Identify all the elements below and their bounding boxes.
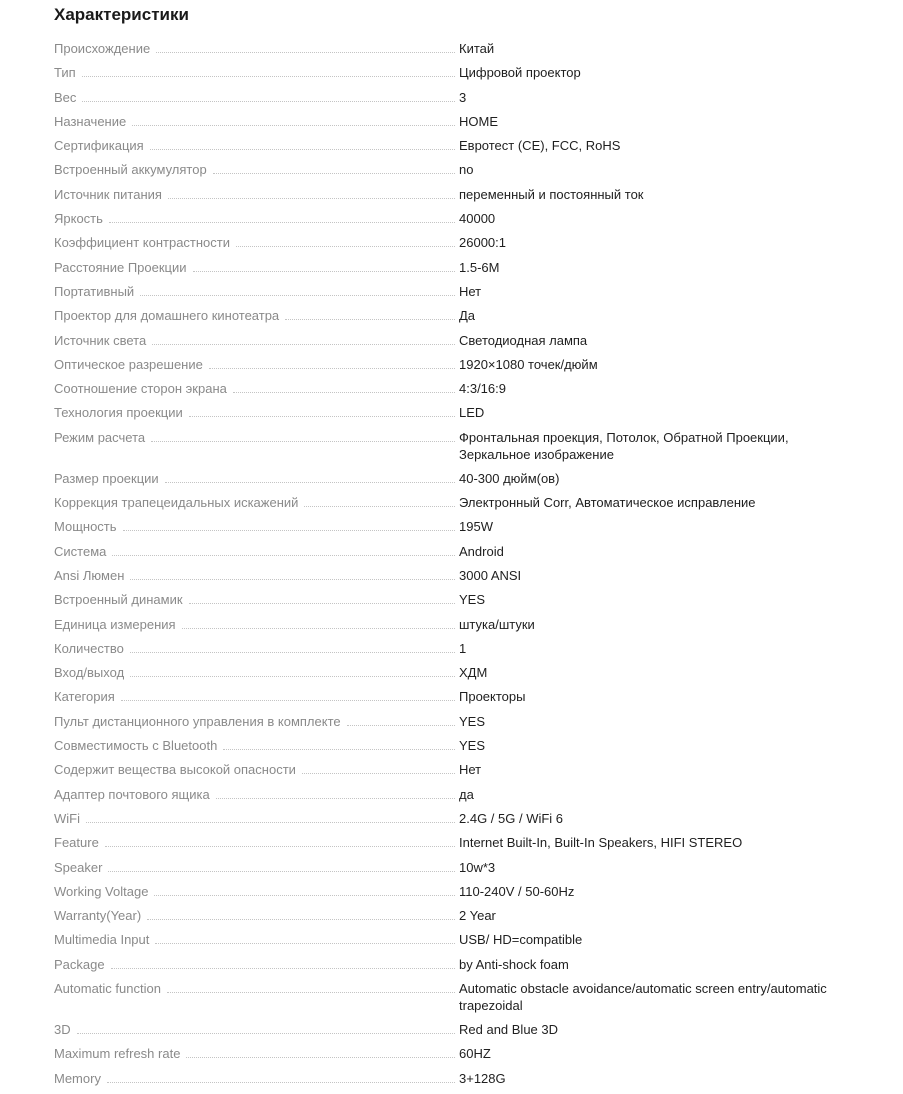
- spec-value: 110-240V / 50-60Hz: [459, 883, 575, 899]
- dotted-leader: [111, 956, 455, 969]
- dotted-leader: [130, 567, 455, 580]
- spec-value: штука/штуки: [459, 616, 535, 632]
- spec-row: [54, 907, 863, 931]
- dotted-leader: [302, 761, 455, 774]
- spec-row: [54, 40, 863, 64]
- spec-row: [54, 283, 863, 307]
- spec-value: переменный и постоянный ток: [459, 186, 644, 202]
- spec-row: [54, 616, 863, 640]
- spec-row: [54, 332, 863, 356]
- dotted-leader: [189, 591, 455, 604]
- spec-name: WiFi: [54, 810, 80, 826]
- spec-name: Automatic function: [54, 980, 161, 996]
- spec-row: [54, 664, 863, 688]
- spec-value: Проекторы: [459, 689, 526, 705]
- spec-value: Да: [459, 308, 476, 324]
- spec-name: Количество: [54, 640, 124, 656]
- dotted-leader: [347, 713, 455, 726]
- dotted-leader: [82, 89, 455, 102]
- spec-name: Назначение: [54, 113, 127, 129]
- spec-name: Яркость: [54, 211, 103, 227]
- spec-row: [54, 1045, 863, 1069]
- dotted-leader: [209, 356, 455, 369]
- dotted-leader: [109, 210, 455, 223]
- spec-name: Working Voltage: [54, 883, 149, 899]
- spec-value: 1: [459, 640, 467, 656]
- spec-name: Speaker: [54, 859, 103, 875]
- spec-row: [54, 259, 863, 283]
- spec-name: Размер проекции: [54, 470, 159, 486]
- spec-value: no: [459, 162, 474, 178]
- dotted-leader: [105, 834, 455, 847]
- spec-row: [54, 470, 863, 494]
- dotted-leader: [112, 543, 455, 556]
- spec-row: [54, 161, 863, 185]
- dotted-leader: [182, 616, 455, 629]
- spec-row: [54, 429, 863, 470]
- spec-value: Automatic obstacle avoidance/automatic screen entry/automatic trapezoidal: [459, 980, 827, 1013]
- spec-row: [54, 64, 863, 88]
- spec-row: [54, 494, 863, 518]
- spec-row: [54, 89, 863, 113]
- spec-name: Расстояние Проекции: [54, 259, 187, 275]
- spec-value: 3000 ANSI: [459, 567, 522, 583]
- spec-value: 3+128G: [459, 1070, 506, 1086]
- spec-value: 10w*3: [459, 859, 496, 875]
- spec-row: [54, 834, 863, 858]
- spec-row: [54, 380, 863, 404]
- spec-row: [54, 956, 863, 980]
- spec-row: [54, 1021, 863, 1045]
- spec-name: Источник света: [54, 332, 147, 348]
- spec-name: Сертификация: [54, 138, 144, 154]
- spec-name: Встроенный динамик: [54, 592, 183, 608]
- spec-value: Китай: [459, 41, 495, 56]
- spec-row: [54, 810, 863, 834]
- spec-row: [54, 1070, 863, 1094]
- spec-value: YES: [459, 592, 486, 608]
- spec-row: [54, 567, 863, 591]
- spec-name: Совместимость с Bluetooth: [54, 738, 218, 754]
- spec-name: Соотношение сторон экрана: [54, 381, 227, 397]
- dotted-leader: [189, 404, 455, 417]
- spec-name: Система: [54, 543, 107, 559]
- dotted-leader: [155, 931, 455, 944]
- dotted-leader: [147, 907, 455, 920]
- spec-name: Категория: [54, 689, 115, 705]
- spec-row: [54, 883, 863, 907]
- spec-row: [54, 931, 863, 955]
- dotted-leader: [123, 518, 455, 531]
- spec-value: Android: [459, 543, 504, 559]
- spec-name: Maximum refresh rate: [54, 1046, 181, 1062]
- spec-value: Red and Blue 3D: [459, 1021, 559, 1037]
- spec-value: YES: [459, 713, 486, 729]
- spec-value: 2 Year: [459, 908, 496, 924]
- dotted-leader: [82, 64, 455, 77]
- spec-row: [54, 786, 863, 810]
- dotted-leader: [150, 137, 455, 150]
- spec-name: Memory: [54, 1070, 101, 1086]
- spec-value: Евротест (CE), FCC, RoHS: [459, 138, 621, 154]
- spec-name: Коэффициент контрастности: [54, 235, 231, 251]
- spec-row: [54, 640, 863, 664]
- dotted-leader: [223, 737, 455, 750]
- dotted-leader: [77, 1021, 455, 1034]
- dotted-leader: [132, 113, 455, 126]
- spec-row: [54, 713, 863, 737]
- spec-name: Содержит вещества высокой опасности: [54, 762, 296, 778]
- spec-name: Коррекция трапецеидальных искажений: [54, 495, 299, 511]
- dotted-leader: [86, 810, 455, 823]
- dotted-leader: [156, 40, 455, 53]
- spec-row: [54, 356, 863, 380]
- spec-row: [54, 404, 863, 428]
- dotted-leader: [193, 259, 455, 272]
- spec-value: by Anti-shock foam: [459, 956, 569, 972]
- spec-name: Единица измерения: [54, 616, 176, 632]
- dotted-leader: [216, 786, 455, 799]
- spec-name: Вход/выход: [54, 665, 125, 681]
- dotted-leader: [121, 688, 455, 701]
- spec-name: Package: [54, 956, 105, 972]
- spec-row: [54, 980, 863, 1021]
- spec-value: 60HZ: [459, 1046, 491, 1062]
- spec-name: Оптическое разрешение: [54, 356, 203, 372]
- spec-value: 2.4G / 5G / WiFi 6: [459, 810, 564, 826]
- spec-row: [54, 543, 863, 567]
- spec-value: LED: [459, 405, 485, 421]
- spec-value: 1920×1080 точек/дюйм: [459, 356, 598, 372]
- spec-value: HOME: [459, 113, 498, 129]
- spec-row: [54, 859, 863, 883]
- spec-value: Цифровой проектор: [459, 65, 581, 81]
- spec-value: Нет: [459, 762, 482, 778]
- spec-row: [54, 234, 863, 258]
- spec-name: Режим расчета: [54, 429, 146, 445]
- dotted-leader: [236, 234, 455, 247]
- spec-value: Электронный Corr, Автоматическое исправление: [459, 495, 756, 511]
- spec-value: 40000: [459, 211, 496, 227]
- dotted-leader: [165, 470, 455, 483]
- spec-name: Multimedia Input: [54, 932, 150, 948]
- spec-list: [54, 40, 863, 1094]
- spec-value: да: [459, 786, 474, 802]
- dotted-leader: [130, 640, 455, 653]
- spec-row: [54, 307, 863, 331]
- dotted-leader: [168, 186, 455, 199]
- spec-value: 3: [459, 89, 467, 105]
- spec-name: Тип: [54, 65, 76, 81]
- dotted-leader: [213, 161, 455, 174]
- spec-value: Фронтальная проекция, Потолок, Обратной Проекции, Зеркальное изображение: [459, 429, 789, 462]
- spec-name: Происхождение: [54, 41, 151, 56]
- spec-name: Пульт дистанционного управления в комплекте: [54, 713, 341, 729]
- spec-name: Вес: [54, 89, 77, 105]
- spec-value: Светодиодная лампа: [459, 332, 588, 348]
- spec-row: [54, 186, 863, 210]
- spec-value: ХДМ: [459, 665, 488, 681]
- dotted-leader: [304, 494, 455, 507]
- spec-name: Ansi Люмен: [54, 567, 125, 583]
- spec-name: Warranty(Year): [54, 908, 142, 924]
- dotted-leader: [186, 1045, 455, 1058]
- dotted-leader: [151, 429, 455, 442]
- spec-name: Адаптер почтового ящика: [54, 786, 210, 802]
- spec-value: 40-300 дюйм(ов): [459, 470, 560, 486]
- spec-name: Проектор для домашнего кинотеатра: [54, 308, 280, 324]
- dotted-leader: [167, 980, 455, 993]
- spec-value: 26000:1: [459, 235, 506, 251]
- spec-row: [54, 591, 863, 615]
- spec-row: [54, 518, 863, 542]
- spec-name: 3D: [54, 1021, 71, 1037]
- spec-name: Портативный: [54, 283, 135, 299]
- spec-name: Встроенный аккумулятор: [54, 162, 207, 178]
- spec-row: [54, 210, 863, 234]
- spec-name: Технология проекции: [54, 405, 183, 421]
- dotted-leader: [130, 664, 455, 677]
- dotted-leader: [154, 883, 455, 896]
- spec-row: [54, 137, 863, 161]
- spec-name: Мощность: [54, 519, 117, 535]
- specifications-title: Характеристики: [54, 5, 189, 24]
- spec-value: 4:3/16:9: [459, 381, 506, 397]
- spec-row: [54, 737, 863, 761]
- spec-name: Источник питания: [54, 186, 162, 202]
- spec-value: Нет: [459, 283, 482, 299]
- spec-value: Internet Built-In, Built-In Speakers, HIFI STEREO: [459, 835, 743, 851]
- spec-value: 195W: [459, 519, 493, 535]
- dotted-leader: [140, 283, 455, 296]
- dotted-leader: [152, 332, 455, 345]
- spec-value: USB/ HD=compatible: [459, 932, 583, 948]
- spec-row: [54, 688, 863, 712]
- dotted-leader: [107, 1070, 455, 1083]
- dotted-leader: [285, 307, 455, 320]
- spec-row: [54, 761, 863, 785]
- dotted-leader: [233, 380, 455, 393]
- spec-row: [54, 113, 863, 137]
- spec-value: 1.5-6M: [459, 259, 500, 275]
- spec-value: YES: [459, 738, 486, 754]
- dotted-leader: [108, 859, 455, 872]
- spec-name: Feature: [54, 835, 99, 851]
